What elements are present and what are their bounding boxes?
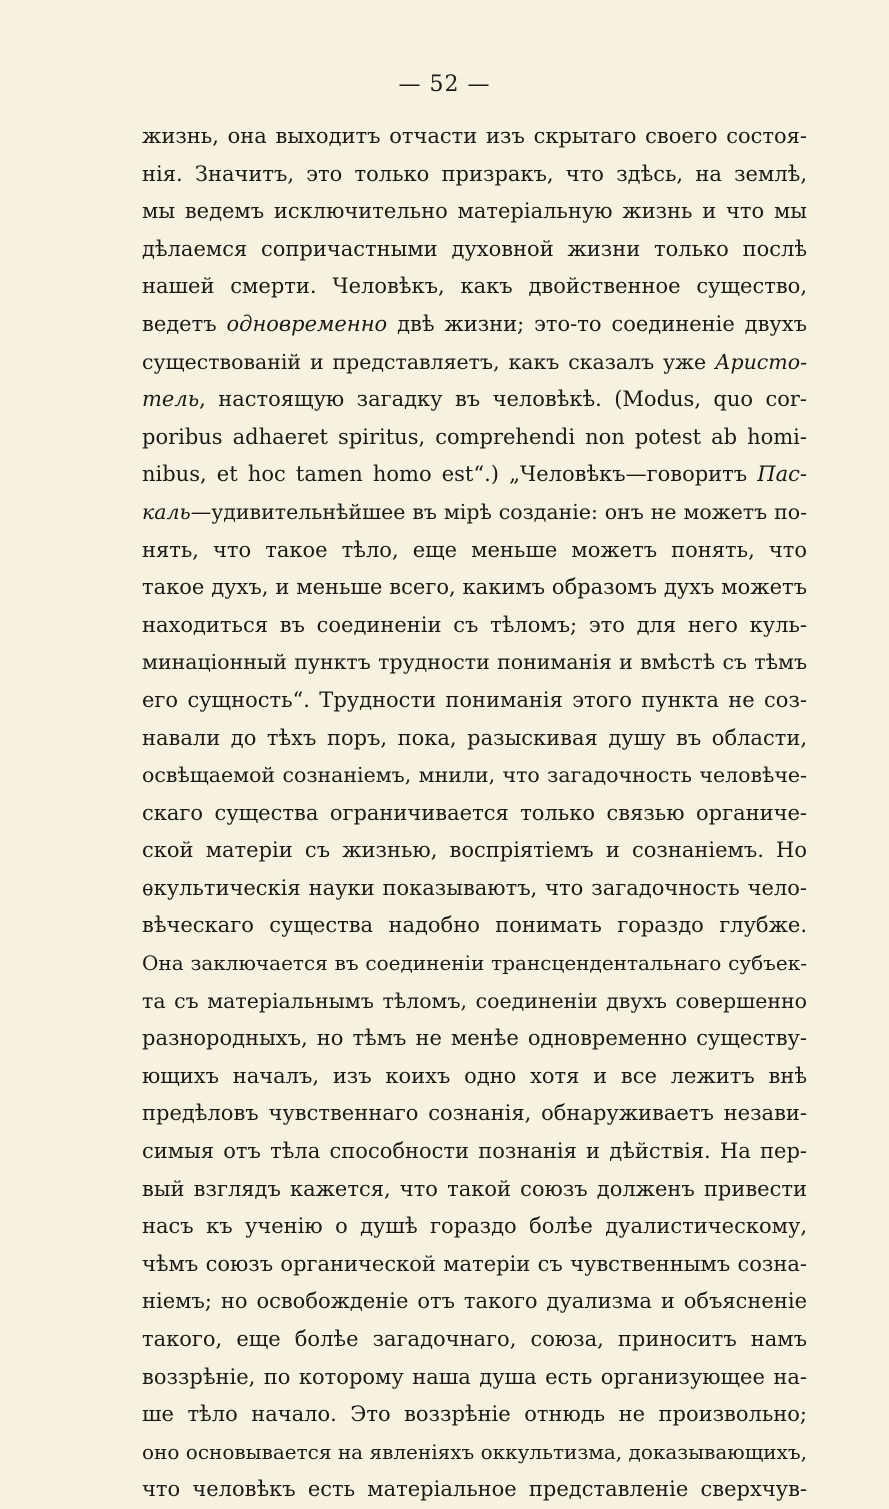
text-segment: мы ведемъ исключительно матеріальную жизнь и что мы [142, 199, 807, 224]
text-segment: ведетъ [142, 311, 227, 336]
text-segment: предѣловъ чувственнаго сознанія, обнаруживаетъ незави- [142, 1101, 807, 1126]
text-segment: чѣмъ союзъ органической матеріи съ чувственнымъ созна- [142, 1251, 807, 1276]
text-line [142, 193, 807, 231]
text-line [142, 1321, 807, 1359]
italic-text: одновременно [226, 311, 388, 336]
text-line [142, 870, 807, 908]
text-line [142, 118, 807, 156]
text-line [142, 907, 807, 945]
text-line [142, 344, 807, 382]
page-number: — 52 — [398, 72, 491, 97]
text-line [142, 832, 807, 870]
text-line [142, 1246, 807, 1284]
text-segment: что человѣкъ есть матеріальное представленіе сверхчув- [142, 1477, 807, 1502]
text-segment: нять, что такое тѣло, еще меньше можетъ понять, что [142, 537, 807, 562]
text-segment: жизнь, она выходитъ отчасти изъ скрытаго своего состоя- [142, 124, 807, 148]
text-segment: насъ къ ученію о душѣ гораздо болѣе дуалистическому, [142, 1214, 807, 1239]
italic-text: Пас- [757, 462, 807, 487]
text-segment: такое духъ, и меньше всего, какимъ образомъ духъ можетъ [142, 575, 807, 600]
text-segment: его сущность“. Трудности пониманія этого пункта не соз- [142, 687, 807, 712]
text-segment: освѣщаемой сознаніемъ, мнили, что загадочность человѣче- [142, 763, 807, 788]
text-line [142, 494, 807, 532]
text-segment: находиться въ соединеніи съ тѣломъ; это для него куль- [142, 612, 807, 637]
text-line [142, 1359, 807, 1397]
text-segment: poribus adhaeret spiritus, comprehendi non potest ab homi- [142, 424, 807, 449]
text-line [142, 569, 807, 607]
text-line [142, 1283, 807, 1321]
italic-text: тель [142, 387, 200, 412]
text-segment: воззрѣніе, по которому наша душа есть организующее на- [142, 1364, 807, 1389]
text-segment: ющихъ началъ, изъ коихъ одно хотя и все лежитъ внѣ [142, 1063, 807, 1088]
text-line [142, 757, 807, 795]
text-segment: вѣческаго существа надобно понимать гораздо глубже. [142, 913, 807, 938]
text-segment: ской матеріи съ жизнью, воспріятіемъ и сознаніемъ. Но [142, 838, 807, 863]
text-line [142, 1020, 807, 1058]
text-segment: вый взглядъ кажется, что такой союзъ долженъ привести [142, 1176, 807, 1201]
text-segment: такого, еще болѣе загадочнаго, союза, приноситъ намъ [142, 1327, 807, 1351]
body-text [142, 118, 807, 1509]
text-line [142, 720, 807, 758]
text-segment: симыя отъ тѣла способности познанія и дѣйствія. На пер- [142, 1139, 807, 1164]
text-line [142, 532, 807, 570]
text-segment: nibus, et hoc tamen homo est“.) „Человѣкъ—говоритъ [142, 462, 758, 487]
text-line [142, 983, 807, 1021]
text-line [142, 607, 807, 645]
text-line [142, 795, 807, 833]
text-line [142, 268, 807, 306]
text-segment: нашей смерти. Человѣкъ, какъ двойственное существо, [142, 274, 807, 299]
text-segment: ніемъ; но освобожденіе отъ такого дуализма и объясненіе [142, 1289, 807, 1314]
text-segment: —удивительнѣйшее въ мірѣ созданіе: онъ не можетъ по- [190, 499, 807, 524]
text-segment: нія. Значитъ, это только призракъ, что здѣсь, на землѣ, [142, 161, 807, 186]
text-line [142, 1058, 807, 1096]
italic-text: каль [142, 499, 191, 524]
text-segment: двѣ жизни; это-то соединеніе двухъ [387, 311, 807, 336]
italic-text: Аристо- [714, 349, 807, 374]
text-line [142, 1434, 807, 1472]
text-line [142, 1171, 807, 1209]
text-line [142, 1208, 807, 1246]
text-segment: ше тѣло начало. Это воззрѣніе отнюдь не произвольно; [142, 1402, 807, 1427]
text-segment: ѳкультическія науки показываютъ, что загадочность чело- [142, 875, 807, 900]
text-segment: Она заключается въ соединеніи трансцендентальнаго субъек- [142, 951, 807, 976]
text-segment: , настоящую загадку въ человѣкѣ. (Modus, quo cor- [199, 387, 807, 412]
text-segment: скаго существа ограничивается только связью органиче- [142, 800, 807, 825]
text-line [142, 306, 807, 344]
text-segment: существованій и представляетъ, какъ сказалъ уже [142, 349, 715, 374]
text-line [142, 945, 807, 983]
text-line [142, 231, 807, 269]
text-line [142, 156, 807, 194]
text-segment: навали до тѣхъ поръ, пока, разыскивая душу въ области, [142, 725, 807, 750]
text-segment: дѣлаемся сопричастными духовной жизни только послѣ [142, 236, 807, 261]
text-segment: та съ матеріальнымъ тѣломъ, соединеніи двухъ совершенно [142, 988, 807, 1013]
text-line [142, 419, 807, 457]
text-segment: оно основывается на явленіяхъ оккультизма, доказывающихъ, [142, 1439, 807, 1464]
text-segment: минаціонный пунктъ трудности пониманія и вмѣстѣ съ тѣмъ [142, 650, 807, 675]
text-line [142, 381, 807, 419]
text-segment: разнородныхъ, но тѣмъ не менѣе одновременно существу- [142, 1026, 807, 1051]
text-line [142, 1133, 807, 1171]
text-line [142, 644, 807, 682]
text-line [142, 682, 807, 720]
text-line [142, 1095, 807, 1133]
text-line [142, 1471, 807, 1509]
text-line [142, 456, 807, 494]
text-line [142, 1396, 807, 1434]
